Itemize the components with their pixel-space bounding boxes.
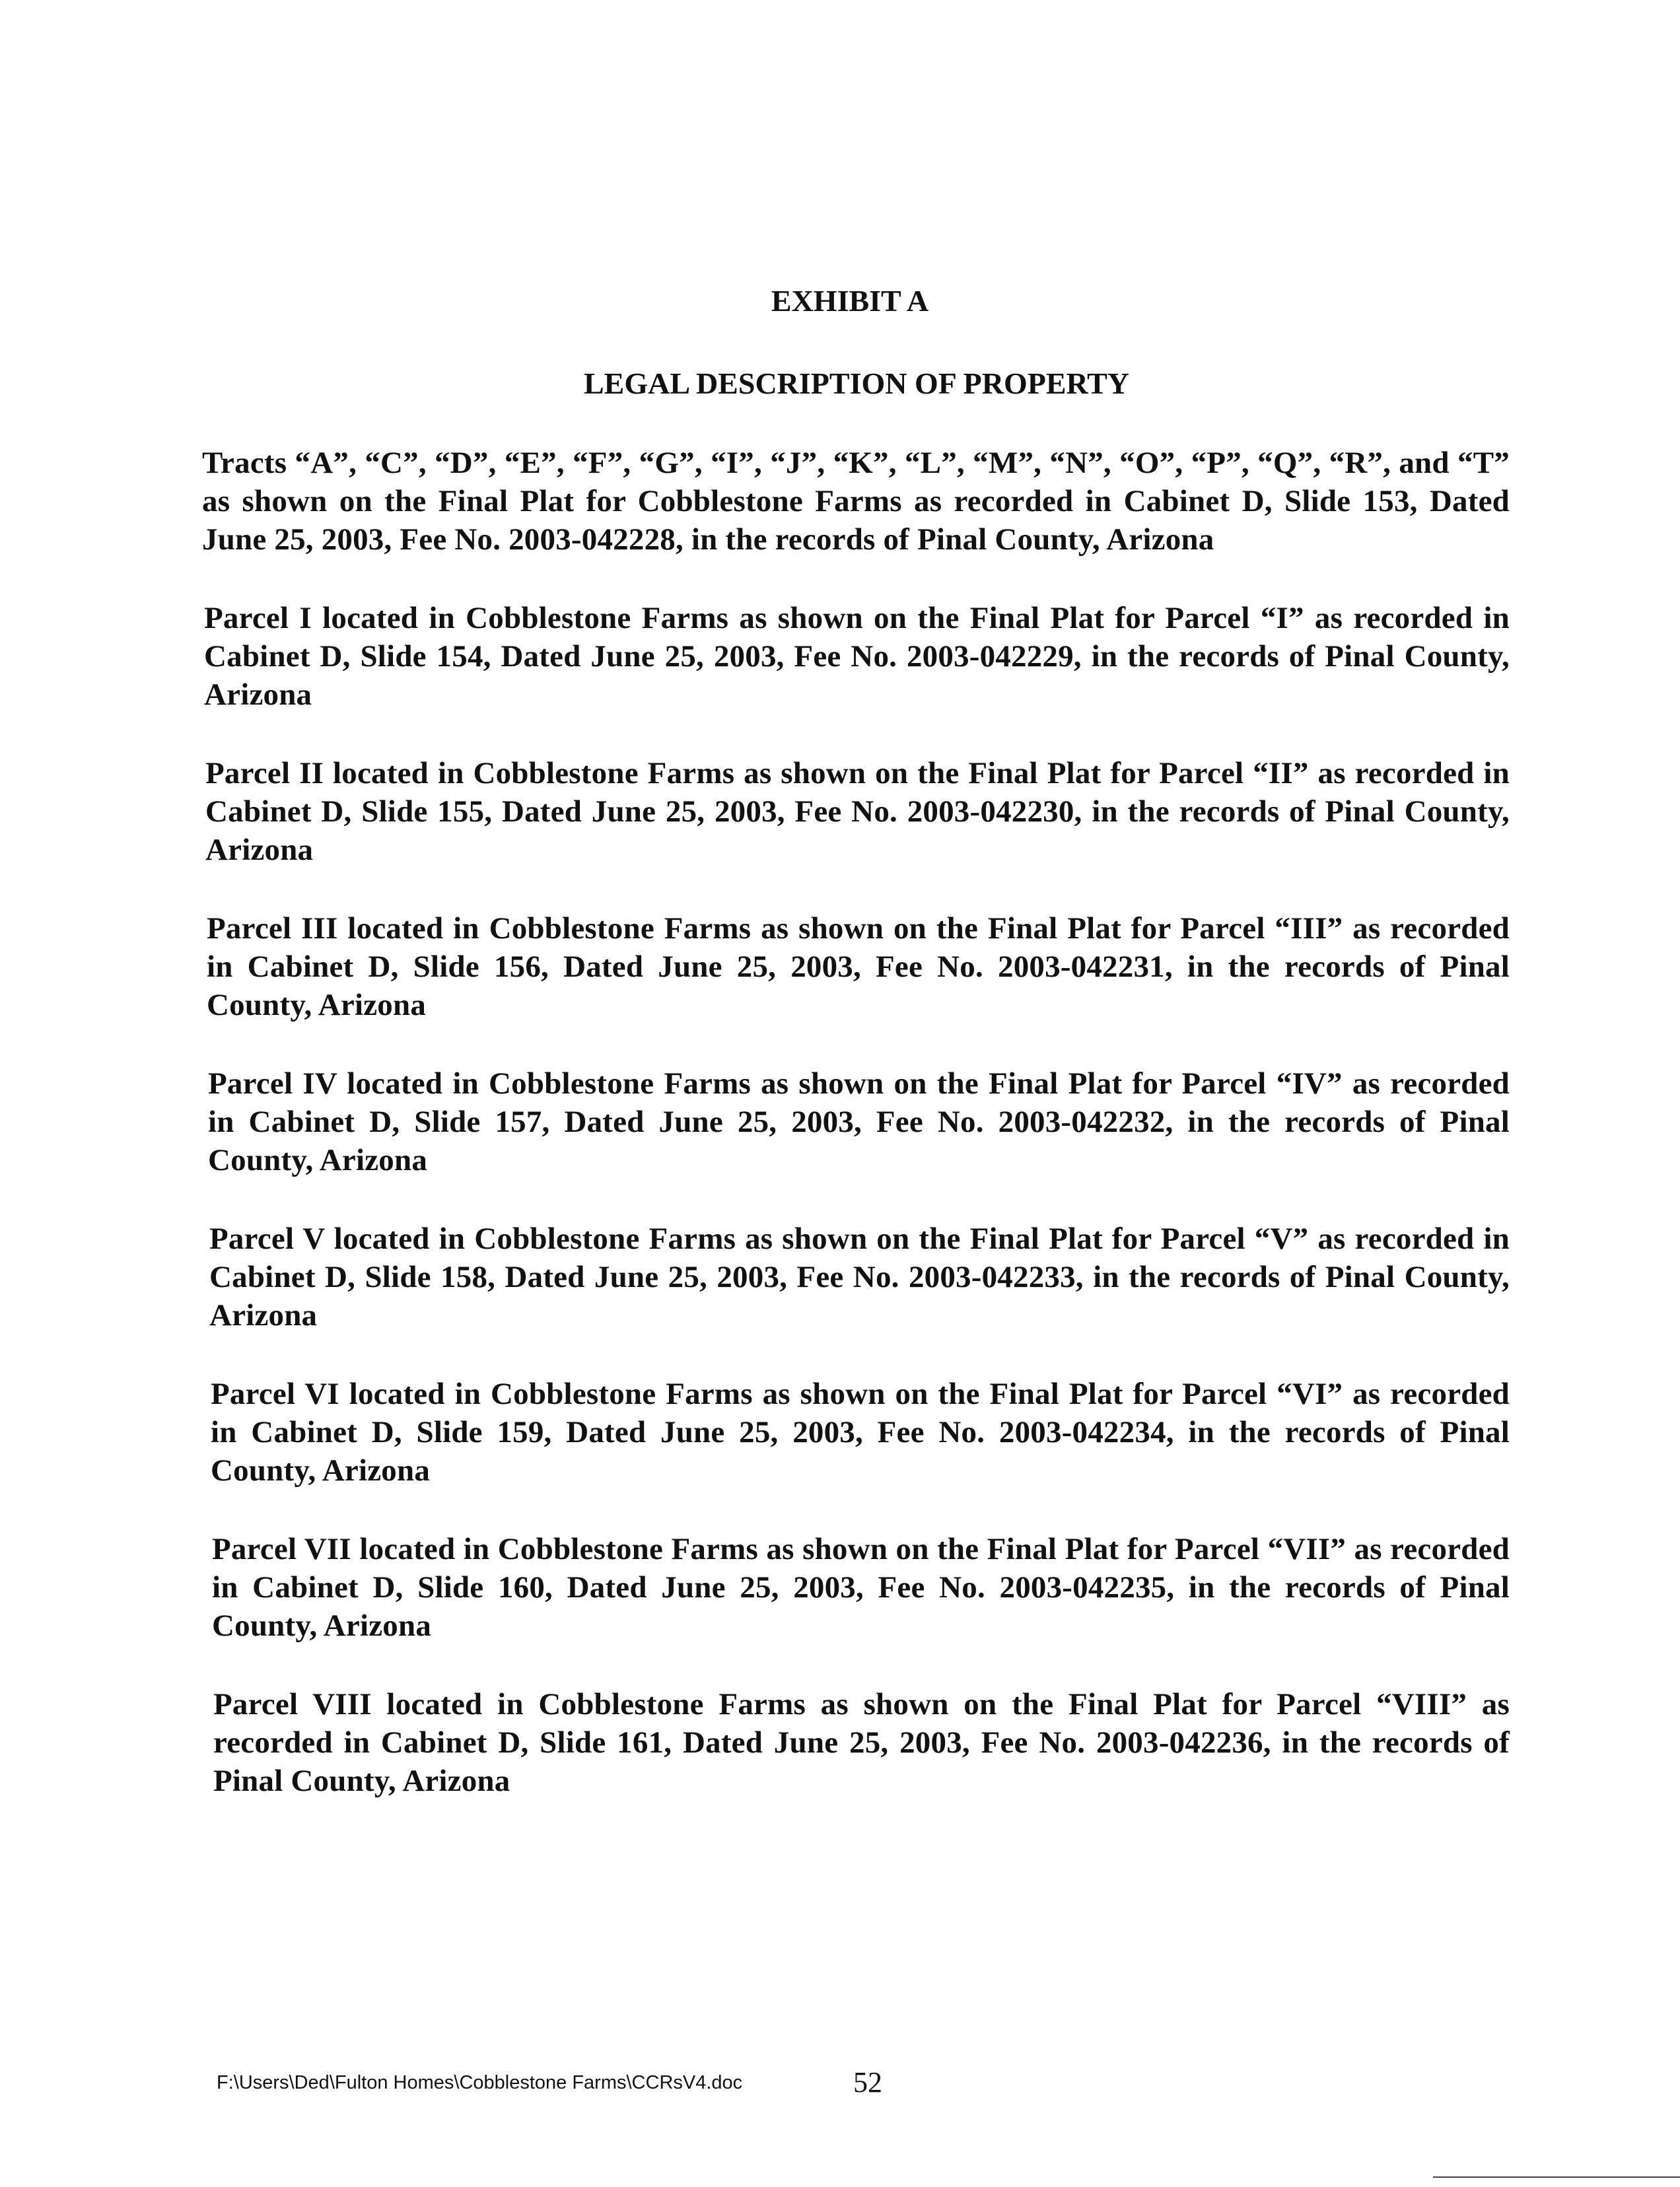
parcel-i-paragraph: Parcel I located in Cobblestone Farms as shown on the Final Plat for Parcel “I” as recorded in Cabinet D, Slide 154, Dated June 25, 2003, Fee No. 2003-042229, in the records of Pinal County, Arizona xyxy=(204,601,1510,712)
section-title: LEGAL DESCRIPTION OF PROPERTY xyxy=(583,366,1130,400)
parcel-v-paragraph: Parcel V located in Cobblestone Farms as shown on the Final Plat for Parcel “V” as recorded in Cabinet D, Slide 158, Dated June 25, 2003, Fee No. 2003-042233, in the records of Pinal County, Arizona xyxy=(209,1222,1510,1333)
page-number: 52 xyxy=(853,2066,882,2099)
parcel-iii-paragraph: Parcel III located in Cobblestone Farms as shown on the Final Plat for Parcel “III” as recorded in Cabinet D, Slide 156, Dated June 25, 2003, Fee No. 2003-042231, in the records of Pinal County, Arizona xyxy=(207,911,1510,1022)
parcel-viii-paragraph: Parcel VIII located in Cobblestone Farms as shown on the Final Plat for Parcel “VIII” as recorded in Cabinet D, Slide 161, Dated June 25, 2003, Fee No. 2003-042236, in the records of Pinal County, Arizona xyxy=(213,1687,1510,1798)
exhibit-title: EXHIBIT A xyxy=(771,284,929,318)
parcel-iv-paragraph: Parcel IV located in Cobblestone Farms as shown on the Final Plat for Parcel “IV” as recorded in Cabinet D, Slide 157, Dated June 25, 2003, Fee No. 2003-042232, in the records of Pinal County, Arizona xyxy=(208,1066,1510,1177)
parcel-vii-paragraph: Parcel VII located in Cobblestone Farms as shown on the Final Plat for Parcel “VII” as recorded in Cabinet D, Slide 160, Dated June 25, 2003, Fee No. 2003-042235, in the records of Pinal County, Arizona xyxy=(212,1532,1510,1643)
parcel-vi-paragraph: Parcel VI located in Cobblestone Farms as shown on the Final Plat for Parcel “VI” as recorded in Cabinet D, Slide 159, Dated June 25, 2003, Fee No. 2003-042234, in the records of Pinal County, Arizona xyxy=(211,1377,1510,1488)
tracts-paragraph: Tracts “A”, “C”, “D”, “E”, “F”, “G”, “I”, “J”, “K”, “L”, “M”, “N”, “O”, “P”, “Q”, “R”, and “T” as shown on the Final Plat for Cobblestone Farms as recorded in Cabinet D, Slide 153, Dated June 25, 2003, Fee No. 2003-042228, in the records of Pinal County, Arizona xyxy=(202,446,1510,557)
parcel-ii-paragraph: Parcel II located in Cobblestone Farms as shown on the Final Plat for Parcel “II” as recorded in Cabinet D, Slide 155, Dated June 25, 2003, Fee No. 2003-042230, in the records of Pinal County, Arizona xyxy=(205,756,1510,867)
scan-edge-line xyxy=(1433,2176,1680,2178)
footer-file-path: F:\Users\Ded\Fulton Homes\Cobblestone Farms\CCRsV4.doc xyxy=(217,2072,743,2093)
legal-description-body xyxy=(202,444,1510,1840)
